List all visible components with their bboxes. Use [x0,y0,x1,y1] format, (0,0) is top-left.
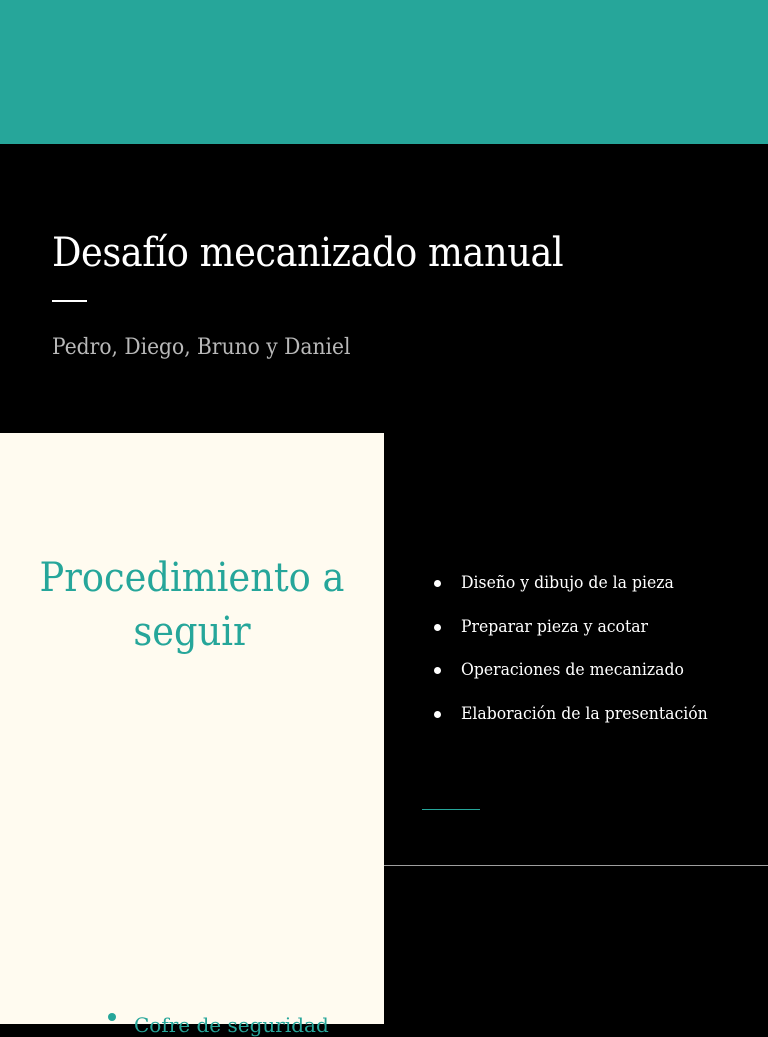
procedure-list [434,573,729,747]
list-item [434,573,729,617]
bullet-icon [434,667,441,674]
procedure-heading: Procedimiento a seguir [39,555,345,655]
title-divider [52,300,87,302]
partial-bottom-text: Cofre de seguridad [134,1013,329,1037]
bullet-icon [434,624,441,631]
list-item-text: Diseño y dibujo de la pieza [461,573,674,593]
procedure-heading-panel [0,433,384,1037]
list-item [434,617,729,661]
list-item-text: Elaboración de la presentación [461,703,708,724]
slide-subtitle: Pedro, Diego, Bruno y Daniel [52,335,351,360]
procedure-list-panel [384,433,768,865]
bullet-icon [434,580,441,587]
bullet-icon [108,1013,116,1021]
list-item-text: Preparar pieza y acotar [461,616,649,637]
list-item-text: Operaciones de mecanizado [461,660,684,680]
list-item [434,660,729,704]
next-slide-panel [384,866,768,1024]
list-item [434,704,729,748]
accent-line [422,809,480,810]
slide-title: Desafío mecanizado manual [52,230,564,276]
title-slide [0,144,768,433]
top-accent-band [0,0,768,144]
bullet-icon [434,711,441,718]
